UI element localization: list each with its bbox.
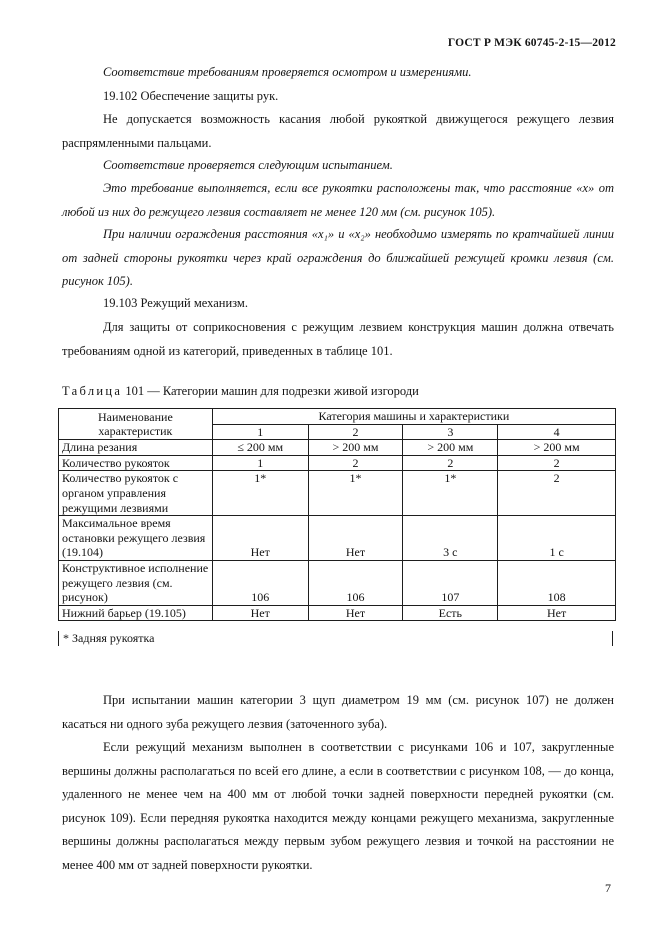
- table-category-cell: 3: [403, 424, 498, 440]
- categories-table: [58, 408, 616, 621]
- table-footnote: * Задняя рукоятка: [58, 631, 613, 646]
- table-caption: [62, 384, 419, 399]
- table-cell: 106: [308, 560, 403, 605]
- table-cell: 106: [212, 560, 308, 605]
- table-cell: > 200 мм: [308, 440, 403, 456]
- table-cell: Нет: [212, 516, 308, 561]
- page-number: 7: [605, 881, 611, 895]
- table-cell: > 200 мм: [403, 440, 498, 456]
- table-row: [59, 560, 616, 605]
- table-category-cell: 4: [498, 424, 616, 440]
- section-19-102-heading: 19.102 Обеспечение защиты рук.: [103, 89, 279, 103]
- paragraph-rounded-tips: Если режущий механизм выполнен в соответствии с рисунками 106 и 107, закругленные вершины должны располагаться по всей его длине, а если в соответствии с рисунком 108, — до конца, удаленного не менее чем на 400 мм от любой точки задней поверхности передней рукоятки (см. рисунок 109). Если передняя рукоятка находится между концами режущего механизма, закругленные вершины должны располагаться между первым зубом режущего лезвия и точкой на расстоянии не менее 400 мм от задней поверхности рукоятки.: [62, 740, 614, 872]
- table-cell: 107: [403, 560, 498, 605]
- table-row: [59, 455, 616, 471]
- table-cell: 2: [498, 455, 616, 471]
- table-cell: > 200 мм: [498, 440, 616, 456]
- table-cell: 108: [498, 560, 616, 605]
- table-category-cell: 1: [212, 424, 308, 440]
- table-row-label: Максимальное время остановки режущего лезвия (19.104): [59, 516, 213, 561]
- paragraph-hand-protection: Не допускается возможность касания любой рукояткой движущегося режущего лезвия распрямленными пальцами.: [62, 112, 614, 150]
- table-row-label: Конструктивное исполнение режущего лезвия (см. рисунок): [59, 560, 213, 605]
- table-row: [59, 440, 616, 456]
- table-cell: 2: [308, 455, 403, 471]
- table-cell: 1*: [403, 471, 498, 516]
- paragraph-probe-test: При испытании машин категории 3 щуп диаметром 19 мм (см. рисунок 107) не должен касаться ни одного зуба режущего лезвия (заточенного зуба).: [62, 693, 614, 731]
- table-row-label: Количество рукояток с органом управления режущими лезвиями: [59, 471, 213, 516]
- table-cell: Нет: [212, 605, 308, 621]
- paragraph-distance-requirement: Это требование выполняется, если все рукоятки расположены так, что расстояние «x» от любой из них до режущего лезвия составляет не менее 120 мм (см. рисунок 105).: [62, 181, 614, 219]
- table-cell: Есть: [403, 605, 498, 621]
- table-row: [59, 471, 616, 516]
- table-cell: 1: [212, 455, 308, 471]
- table-cell: Нет: [308, 516, 403, 561]
- table-row: [59, 605, 616, 621]
- table-cell: ≤ 200 мм: [212, 440, 308, 456]
- table-cell: Нет: [308, 605, 403, 621]
- table-row-label: Количество рукояток: [59, 455, 213, 471]
- table-row-label: Нижний барьер (19.105): [59, 605, 213, 621]
- table-cell: 2: [498, 471, 616, 516]
- table-head-label: Наименование характеристик: [59, 409, 213, 440]
- document-header: ГОСТ Р МЭК 60745-2-15—2012: [447, 37, 616, 49]
- section-19-103-heading: 19.103 Режущий механизм.: [103, 296, 248, 310]
- table-cell: 3 с: [403, 516, 498, 561]
- table-header-row: [59, 409, 616, 425]
- table-caption-text: 101 — Категории машин для подрезки живой изгороди: [122, 384, 419, 398]
- paragraph-compliance-check: Соответствие требованиям проверяется осмотром и измерениями.: [103, 65, 472, 79]
- table-cell: 1 с: [498, 516, 616, 561]
- table-cell: 2: [403, 455, 498, 471]
- table-row-label: Длина резания: [59, 440, 213, 456]
- table-row: [59, 516, 616, 561]
- table-caption-word: Таблица: [62, 384, 123, 398]
- table-category-cell: 2: [308, 424, 403, 440]
- table-head-group: Категория машины и характеристики: [212, 409, 615, 425]
- paragraph-guard-measurement: При наличии ограждения расстояния «x₁» и «x₂» необходимо измерять по кратчайшей линии от задней стороны рукоятки через край ограждения до ближайшей режущей кромки лезвия (см. рисунок 105).: [62, 227, 614, 288]
- table-cell: 1*: [308, 471, 403, 516]
- paragraph-cutting-mechanism: Для защиты от соприкосновения с режущим лезвием конструкция машин должна отвечать требованиям одной из категорий, приведенных в таблице 101.: [62, 320, 614, 358]
- table-cell: Нет: [498, 605, 616, 621]
- paragraph-test-intro: Соответствие проверяется следующим испытанием.: [103, 158, 393, 172]
- table-cell: 1*: [212, 471, 308, 516]
